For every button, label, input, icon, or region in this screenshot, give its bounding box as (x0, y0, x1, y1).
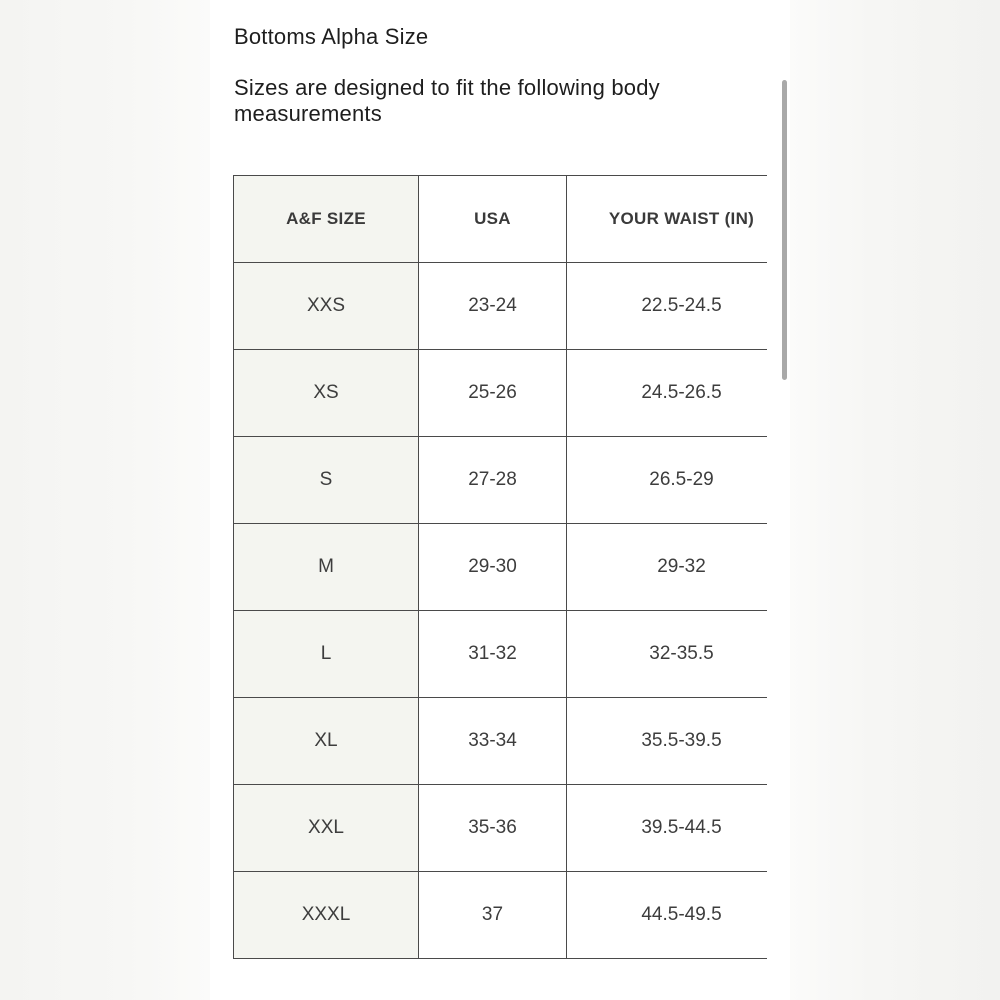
cell-usa: 37 (419, 872, 567, 959)
size-table (233, 175, 790, 959)
cell-af-size: M (234, 524, 419, 611)
cell-waist: 32-35.5 (567, 611, 791, 698)
cell-af-size: XL (234, 698, 419, 785)
cell-usa: 27-28 (419, 437, 567, 524)
cell-af-size: S (234, 437, 419, 524)
background-left (0, 0, 210, 1000)
cell-af-size: XXXL (234, 872, 419, 959)
table-row (234, 698, 791, 785)
table-row (234, 437, 791, 524)
cell-waist: 39.5-44.5 (567, 785, 791, 872)
cell-waist: 22.5-24.5 (567, 263, 791, 350)
page-title: Bottoms Alpha Size (234, 24, 429, 49)
header-usa: USA (419, 176, 567, 263)
table-row (234, 872, 791, 959)
table-row (234, 785, 791, 872)
header-af-size: A&F SIZE (234, 176, 419, 263)
table-header-row (234, 176, 791, 263)
cell-waist: 29-32 (567, 524, 791, 611)
cell-af-size: XXL (234, 785, 419, 872)
cell-usa: 33-34 (419, 698, 567, 785)
background-right (790, 0, 1000, 1000)
table-row (234, 524, 791, 611)
cell-usa: 29-30 (419, 524, 567, 611)
vertical-scrollbar[interactable] (782, 80, 787, 380)
page-subtitle: Sizes are designed to fit the following body measurements (234, 75, 660, 126)
cell-waist: 24.5-26.5 (567, 350, 791, 437)
cell-af-size: L (234, 611, 419, 698)
cell-af-size: XXS (234, 263, 419, 350)
cell-usa: 35-36 (419, 785, 567, 872)
table-row (234, 263, 791, 350)
cell-usa: 25-26 (419, 350, 567, 437)
cell-usa: 23-24 (419, 263, 567, 350)
table-row (234, 350, 791, 437)
cell-usa: 31-32 (419, 611, 567, 698)
table-row (234, 611, 791, 698)
cell-waist: 26.5-29 (567, 437, 791, 524)
cell-waist: 44.5-49.5 (567, 872, 791, 959)
cell-af-size: XS (234, 350, 419, 437)
header-waist: YOUR WAIST (IN) (567, 176, 791, 263)
size-chart-panel (210, 0, 790, 1000)
cell-waist: 35.5-39.5 (567, 698, 791, 785)
